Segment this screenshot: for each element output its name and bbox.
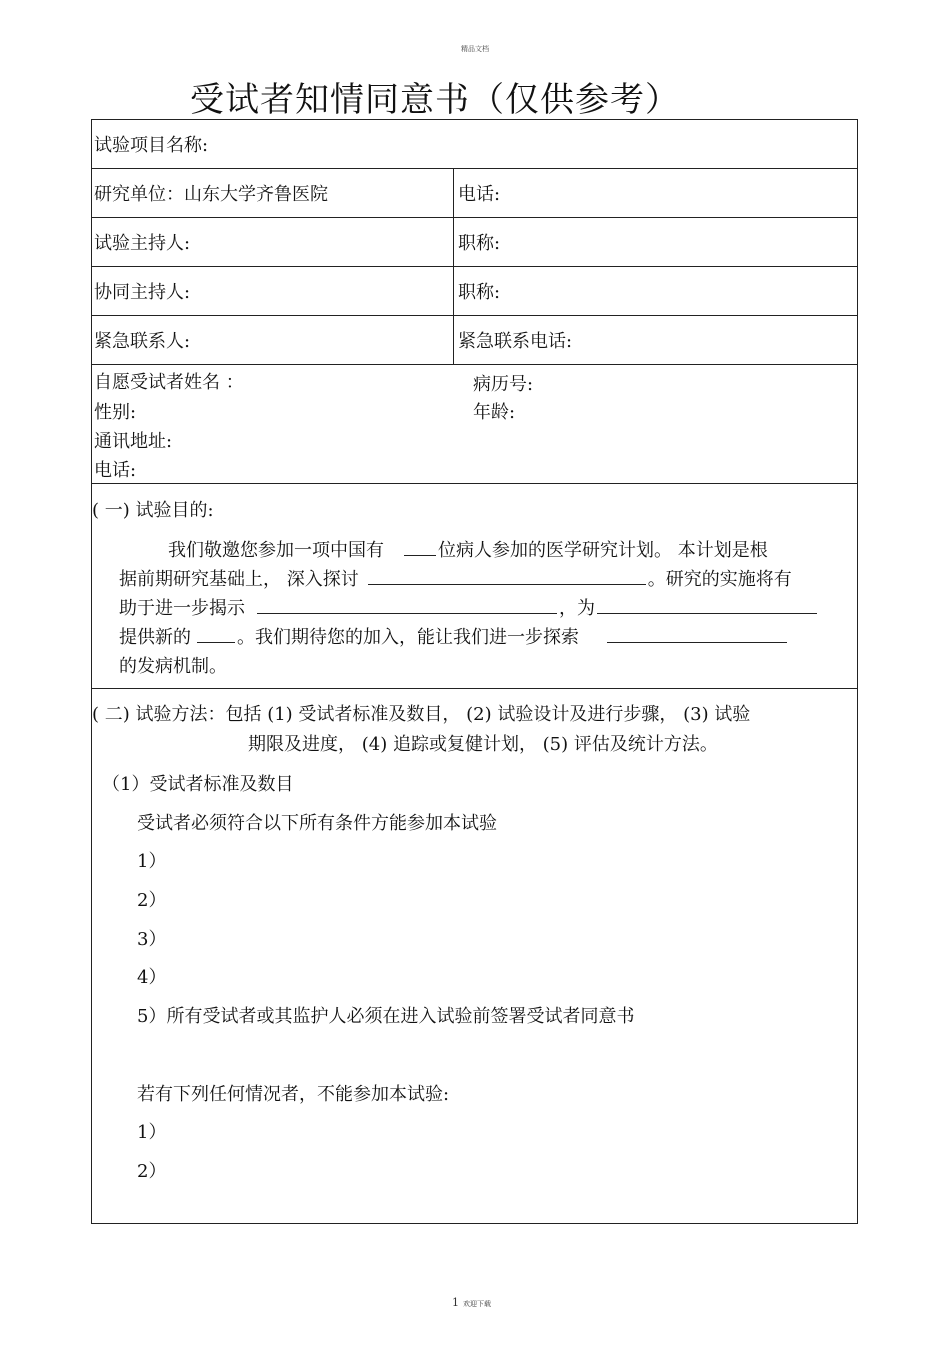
purpose-line-2: 据前期研究基础上， 深入探讨 。研究的实施将有 <box>119 565 792 591</box>
research-unit-field[interactable]: 研究单位：山东大学齐鲁医院 <box>94 184 328 205</box>
purpose-line-3: 助于进一步揭示 ，为 <box>119 594 817 620</box>
row-subject-info <box>92 365 857 484</box>
row-co-pi <box>92 267 857 316</box>
age-field[interactable]: 年龄: <box>473 402 516 423</box>
for-blank[interactable] <box>597 595 817 614</box>
explore-topic-blank[interactable] <box>368 566 646 585</box>
phone-field[interactable]: 电话: <box>453 169 858 217</box>
explore-blank[interactable] <box>607 624 787 643</box>
purpose-line-5: 的发病机制。 <box>119 656 227 677</box>
row-project-name <box>92 120 857 169</box>
header-note: 精品文档 <box>461 45 489 53</box>
row-emergency <box>92 316 857 365</box>
inclusion-intro: 受试者必须符合以下所有条件方能参加本试验 <box>137 813 497 834</box>
exclusion-item-2[interactable]: 2） <box>137 1161 167 1182</box>
method-line-2: 期限及进度， (4) 追踪或复健计划， (5) 评估及统计方法。 <box>248 734 718 755</box>
row-research-unit <box>92 169 857 218</box>
inclusion-item-3[interactable]: 3） <box>137 929 167 950</box>
subject-phone-field[interactable]: 电话: <box>94 460 137 481</box>
provide-new-blank[interactable] <box>197 624 235 643</box>
inclusion-item-1[interactable]: 1） <box>137 851 167 872</box>
patient-count-blank[interactable] <box>404 537 436 556</box>
inclusion-item-4[interactable]: 4） <box>137 967 167 988</box>
exclusion-intro: 若有下列任何情况者，不能参加本试验: <box>137 1084 450 1105</box>
purpose-heading: ( 一) 试验目的: <box>92 500 214 521</box>
purpose-line-4: 提供新的 。我们期待您的加入，能让我们进一步探索 <box>119 623 787 649</box>
purpose-line-1: 我们敬邀您参加一项中国有 位病人参加的医学研究计划。 本计划是根 <box>168 536 768 562</box>
inclusion-item-2[interactable]: 2） <box>137 890 167 911</box>
emergency-contact-field[interactable]: 紧急联系人: <box>94 331 191 352</box>
section-purpose <box>92 484 857 689</box>
consent-form-table <box>91 119 858 1224</box>
method-line-1: ( 二) 试验方法：包括 (1) 受试者标准及数目， (2) 试验设计及进行步骤， (3) 试验 <box>92 704 751 725</box>
inclusion-item-5: 5）所有受试者或其监护人必须在进入试验前签署受试者同意书 <box>137 1006 635 1027</box>
project-name-field[interactable]: 试验项目名称: <box>94 135 209 156</box>
pi-field[interactable]: 试验主持人: <box>94 233 191 254</box>
co-pi-title-field[interactable]: 职称: <box>453 267 858 315</box>
section-method <box>92 689 857 1224</box>
record-no-field[interactable]: 病历号: <box>473 374 534 395</box>
footer-note: 欢迎下载 <box>463 1300 491 1308</box>
pi-title-field[interactable]: 职称: <box>453 218 858 266</box>
co-pi-field[interactable]: 协同主持人: <box>94 282 191 303</box>
page-footer <box>452 1296 491 1309</box>
address-field[interactable]: 通讯地址: <box>94 431 173 452</box>
subject-name-field[interactable]: 自愿受试者姓名 ： <box>94 372 244 393</box>
emergency-phone-field[interactable]: 紧急联系电话: <box>453 316 858 364</box>
reveal-blank[interactable] <box>257 595 557 614</box>
sex-field[interactable]: 性别: <box>94 402 137 423</box>
exclusion-item-1[interactable]: 1） <box>137 1122 167 1143</box>
row-pi <box>92 218 857 267</box>
subject-criteria-heading: （1）受试者标准及数目 <box>102 774 294 795</box>
page-title: 受试者知情同意书（仅供参考） <box>190 80 680 120</box>
page-number: 1 <box>452 1296 459 1309</box>
